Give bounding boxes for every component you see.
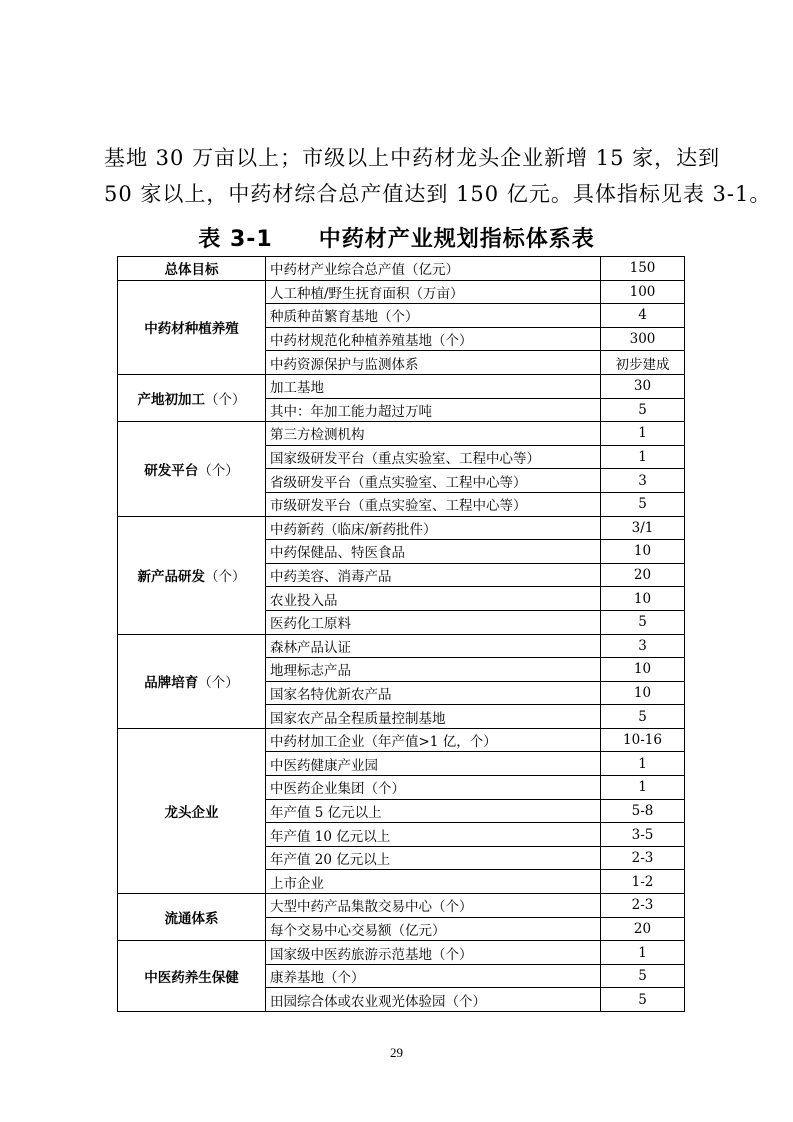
indicator-name-cell: 上市企业	[266, 870, 601, 894]
indicator-name-cell: 森林产品认证	[266, 634, 601, 658]
category-name: 品牌培育	[144, 675, 199, 692]
indicator-table-body	[118, 257, 685, 1012]
category-name: 中医药养生保健	[144, 970, 239, 987]
indicator-value-cell: 初步建成	[601, 351, 685, 375]
indicator-value-cell: 300	[601, 327, 685, 351]
category-name: 龙头企业	[164, 804, 219, 821]
table-row	[118, 280, 685, 304]
indicator-name-cell: 每个交易中心交易额（亿元）	[266, 917, 601, 941]
indicator-value-cell: 5	[601, 398, 685, 422]
indicator-value-cell: 10	[601, 587, 685, 611]
indicator-value-cell: 5	[601, 964, 685, 988]
category-unit: （个）	[198, 462, 239, 479]
table-caption: 中药材产业规划指标体系表	[318, 227, 595, 252]
category-cell	[118, 280, 266, 374]
indicator-name-cell: 第三方检测机构	[266, 422, 601, 446]
indicator-value-cell: 100	[601, 280, 685, 304]
indicator-value-cell: 2-3	[601, 846, 685, 870]
indicator-value-cell: 3/1	[601, 516, 685, 540]
category-name: 研发平台	[144, 462, 199, 479]
indicator-name-cell: 康养基地（个）	[266, 964, 601, 988]
indicator-name-cell: 中药材规范化种植养殖基地（个）	[266, 327, 601, 351]
indicator-name-cell: 人工种植/野生抚育面积（万亩）	[266, 280, 601, 304]
indicator-name-cell: 其中：年加工能力超过万吨	[266, 398, 601, 422]
category-unit: （个）	[198, 675, 239, 692]
indicator-name-cell: 中药保健品、特医食品	[266, 540, 601, 564]
indicator-name-cell: 种质种苗繁育基地（个）	[266, 304, 601, 328]
indicator-name-cell: 国家级研发平台（重点实验室、工程中心等）	[266, 445, 601, 469]
table-row	[118, 894, 685, 918]
indicator-value-cell: 3	[601, 469, 685, 493]
indicator-value-cell: 5	[601, 988, 685, 1012]
paragraph-line-2: 50 家以上，中药材综合总产值达到 150 亿元。具体指标见表 3-1。	[104, 182, 772, 206]
indicator-value-cell: 10	[601, 540, 685, 564]
indicator-name-cell: 年产值 10 亿元以上	[266, 823, 601, 847]
indicator-name-cell: 省级研发平台（重点实验室、工程中心等）	[266, 469, 601, 493]
indicator-name-cell: 大型中药产品集散交易中心（个）	[266, 894, 601, 918]
indicator-name-cell: 田园综合体或农业观光体验园（个）	[266, 988, 601, 1012]
table-row	[118, 422, 685, 446]
table-row	[118, 728, 685, 752]
category-cell	[118, 728, 266, 893]
page-number: 29	[390, 1045, 403, 1060]
indicator-value-cell: 5	[601, 610, 685, 634]
indicator-name-cell: 中药材产业综合总产值（亿元）	[266, 257, 601, 281]
indicator-value-cell: 1	[601, 776, 685, 800]
indicator-name-cell: 年产值 5 亿元以上	[266, 799, 601, 823]
category-cell	[118, 516, 266, 634]
category-cell	[118, 374, 266, 421]
category-cell	[118, 634, 266, 728]
category-name: 总体目标	[164, 262, 219, 279]
indicator-name-cell: 中医药企业集团（个）	[266, 776, 601, 800]
indicator-value-cell: 2-3	[601, 894, 685, 918]
category-unit: （个）	[205, 392, 246, 409]
indicator-name-cell: 中药资源保护与监测体系	[266, 351, 601, 375]
indicator-value-cell: 5	[601, 705, 685, 729]
indicator-name-cell: 加工基地	[266, 374, 601, 398]
table-row	[118, 374, 685, 398]
indicator-value-cell: 5	[601, 492, 685, 516]
indicator-name-cell: 国家名特优新农产品	[266, 681, 601, 705]
indicator-value-cell: 150	[601, 257, 685, 281]
table-row	[118, 257, 685, 281]
indicator-name-cell: 年产值 20 亿元以上	[266, 846, 601, 870]
indicator-value-cell: 3	[601, 634, 685, 658]
category-cell	[118, 257, 266, 281]
indicator-name-cell: 农业投入品	[266, 587, 601, 611]
indicator-value-cell: 3-5	[601, 823, 685, 847]
category-name: 中药材种植养殖	[144, 321, 239, 338]
indicator-name-cell: 国家农产品全程质量控制基地	[266, 705, 601, 729]
table-row	[118, 516, 685, 540]
indicator-value-cell: 20	[601, 917, 685, 941]
table-number: 表 3-1	[198, 227, 273, 252]
indicator-name-cell: 市级研发平台（重点实验室、工程中心等）	[266, 492, 601, 516]
indicator-name-cell: 中医药健康产业园	[266, 752, 601, 776]
indicator-value-cell: 10-16	[601, 728, 685, 752]
table-row	[118, 634, 685, 658]
indicator-table	[117, 256, 685, 1012]
paragraph-line-1: 基地 30 万亩以上；市级以上中药材龙头企业新增 15 家，达到	[104, 146, 721, 170]
indicator-name-cell: 国家级中医药旅游示范基地（个）	[266, 941, 601, 965]
category-unit: （个）	[205, 569, 246, 586]
indicator-value-cell: 1-2	[601, 870, 685, 894]
indicator-value-cell: 1	[601, 752, 685, 776]
indicator-value-cell: 10	[601, 681, 685, 705]
category-name: 流通体系	[164, 911, 219, 928]
indicator-value-cell: 1	[601, 422, 685, 446]
indicator-value-cell: 30	[601, 374, 685, 398]
indicator-name-cell: 中药美容、消毒产品	[266, 563, 601, 587]
table-title	[0, 222, 793, 253]
body-paragraph	[104, 140, 772, 212]
indicator-value-cell: 1	[601, 941, 685, 965]
indicator-value-cell: 5-8	[601, 799, 685, 823]
indicator-name-cell: 地理标志产品	[266, 658, 601, 682]
indicator-value-cell: 20	[601, 563, 685, 587]
indicator-name-cell: 医药化工原料	[266, 610, 601, 634]
category-cell	[118, 941, 266, 1012]
indicator-value-cell: 4	[601, 304, 685, 328]
indicator-value-cell: 1	[601, 445, 685, 469]
indicator-name-cell: 中药材加工企业（年产值>1 亿，个）	[266, 728, 601, 752]
category-name: 新产品研发	[137, 569, 205, 586]
indicator-name-cell: 中药新药（临床/新药批件）	[266, 516, 601, 540]
table-row	[118, 941, 685, 965]
category-cell	[118, 894, 266, 941]
indicator-value-cell: 10	[601, 658, 685, 682]
category-name: 产地初加工	[137, 392, 205, 409]
category-cell	[118, 422, 266, 516]
